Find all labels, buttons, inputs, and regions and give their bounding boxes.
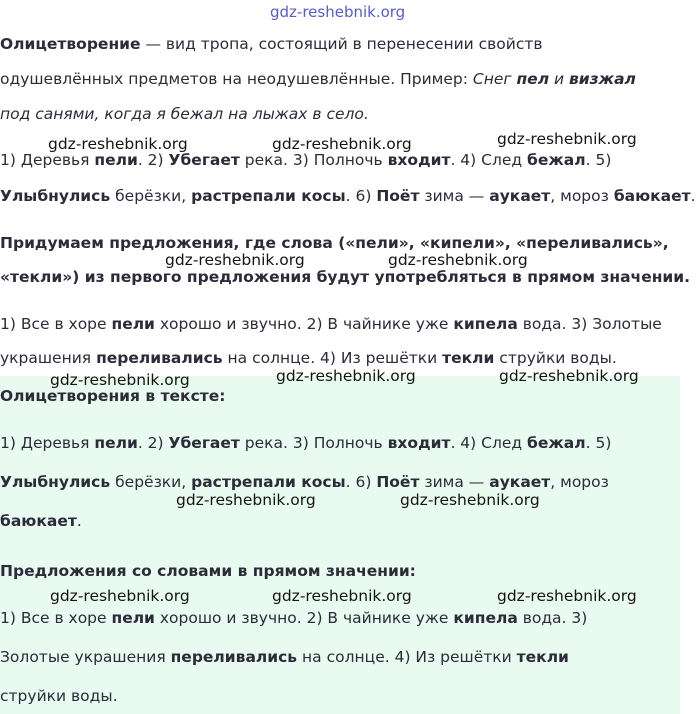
text-segment: . 5) [585, 151, 612, 169]
watermark: gdz-reshebnik.org [497, 587, 637, 605]
text-segment: 1) Деревья [0, 151, 95, 169]
watermark: gdz-reshebnik.org [165, 251, 305, 269]
text-segment: вода. 3) Золотые [517, 315, 662, 333]
text-segment: переливались [170, 648, 298, 666]
text-segment: . 4) След [450, 151, 528, 169]
text-segment: пели [111, 315, 155, 333]
watermark: gdz-reshebnik.org [400, 491, 540, 509]
text-segment: Убегает [168, 151, 240, 169]
answer-line-1 [0, 433, 680, 453]
watermark: gdz-reshebnik.org [499, 367, 639, 385]
definition-line-1 [0, 34, 680, 54]
text-segment: Снег [472, 70, 517, 88]
definition-line-2 [0, 69, 680, 89]
sentences-line-2 [0, 348, 680, 368]
text-segment: . [76, 512, 82, 530]
answer-heading-direct-meaning: Предложения со словами в прямом значении: [0, 562, 416, 580]
text-segment: бежал [527, 434, 586, 452]
text-segment: текли [516, 648, 569, 666]
text-segment: пели [94, 151, 138, 169]
text-segment: текли [442, 349, 495, 367]
text-segment: одушевлённых предметов на неодушевлённые. Пример: [0, 70, 473, 88]
text-segment: растрепали косы [191, 187, 346, 205]
watermark: gdz-reshebnik.org [50, 371, 190, 389]
text-segment: река. 3) Полночь [239, 434, 388, 452]
text-segment: аукает [489, 187, 551, 205]
text-segment: . 6) [345, 187, 377, 205]
text-segment: . 2) [137, 434, 169, 452]
text-segment: 1) Все в хоре [0, 609, 112, 627]
text-segment: . 6) [345, 473, 377, 491]
definition-line-3 [0, 104, 680, 124]
text-segment: пели [111, 609, 155, 627]
watermark: gdz-reshebnik.org [272, 135, 412, 153]
answer-line-6 [0, 686, 680, 706]
text-segment: Улыбнулись [0, 187, 111, 205]
text-segment: . 5) [585, 434, 612, 452]
text-segment: визжал [568, 70, 636, 88]
text-segment: Поёт [376, 473, 420, 491]
text-segment: зима — [419, 473, 490, 491]
watermark-top: gdz-reshebnik.org [270, 3, 406, 21]
text-segment: хорошо и звучно. 2) В чайнике уже [154, 315, 454, 333]
text-segment: кипела [453, 315, 518, 333]
text-segment: — вид тропа, состоящий в перенесении свойств [140, 35, 543, 53]
task-line-1 [0, 233, 680, 253]
text-segment: баюкает [613, 187, 691, 205]
watermark: gdz-reshebnik.org [48, 135, 188, 153]
text-segment: хорошо и звучно. 2) В чайнике уже [154, 609, 454, 627]
text-segment: бежал [527, 151, 586, 169]
text-segment: аукает [489, 473, 551, 491]
text-segment: . [690, 187, 696, 205]
text-segment: баюкает [0, 512, 77, 530]
text-segment: берёзки, [110, 187, 192, 205]
answer-heading-personification: Олицетворения в тексте: [0, 387, 226, 405]
text-segment: струйки воды. [0, 687, 118, 705]
text-segment: входит [387, 434, 451, 452]
text-segment: «текли») из первого предложения будут употребляться в прямом значении. [0, 268, 691, 286]
text-segment: растрепали косы [191, 473, 346, 491]
answer-line-3 [0, 511, 680, 531]
answer-line-2 [0, 472, 680, 492]
text-segment: Придумаем предложения, где слова («пели», «кипели», «переливались», [0, 234, 669, 252]
text-segment: берёзки, [110, 473, 192, 491]
text-segment: река. 3) Полночь [239, 151, 388, 169]
watermark: gdz-reshebnik.org [497, 130, 637, 148]
text-segment: на солнце. 4) Из решётки [297, 648, 517, 666]
text-segment: струйки воды. [494, 349, 617, 367]
text-segment: 1) Все в хоре [0, 315, 112, 333]
answer-line-5 [0, 647, 680, 667]
watermark: gdz-reshebnik.org [388, 251, 528, 269]
text-segment: переливались [96, 349, 223, 367]
text-segment: Поёт [376, 187, 420, 205]
sentences-line-1 [0, 314, 680, 334]
text-segment: под санями, когда я бежал на лыжах в село. [0, 105, 369, 123]
text-segment: . 4) След [450, 434, 528, 452]
text-segment: Улыбнулись [0, 473, 111, 491]
text-segment: , мороз [550, 187, 614, 205]
example-line-1 [0, 150, 680, 170]
text-segment: Убегает [168, 434, 240, 452]
text-segment: входит [387, 151, 451, 169]
watermark: gdz-reshebnik.org [176, 491, 316, 509]
text-segment: , мороз [550, 473, 609, 491]
text-segment: зима — [419, 187, 490, 205]
text-segment: Олицетворение [0, 35, 141, 53]
answer-line-4 [0, 608, 680, 628]
text-segment: и [549, 70, 569, 88]
text-segment: кипела [453, 609, 518, 627]
watermark: gdz-reshebnik.org [50, 587, 190, 605]
text-segment: украшения [0, 349, 97, 367]
task-line-2 [0, 267, 691, 287]
text-segment: на солнце. 4) Из решётки [222, 349, 443, 367]
text-segment: пели [94, 434, 138, 452]
text-segment: пел [516, 70, 550, 88]
text-segment: . 2) [137, 151, 169, 169]
text-segment: 1) Деревья [0, 434, 95, 452]
example-line-2 [0, 186, 696, 206]
watermark: gdz-reshebnik.org [276, 367, 416, 385]
text-segment: вода. 3) [517, 609, 588, 627]
text-segment: Золотые украшения [0, 648, 171, 666]
watermark: gdz-reshebnik.org [272, 587, 412, 605]
